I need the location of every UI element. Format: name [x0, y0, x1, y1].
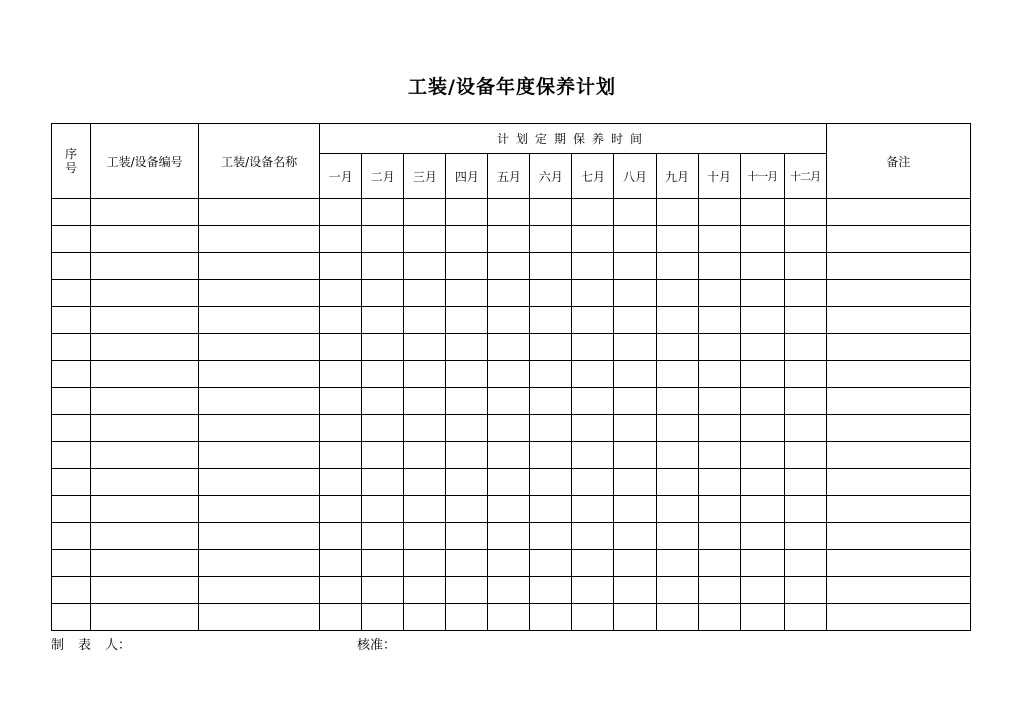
- header-month-5: 五月: [488, 154, 530, 199]
- header-month-6: 六月: [530, 154, 572, 199]
- table-cell[interactable]: [698, 226, 740, 253]
- header-month-8: 八月: [614, 154, 656, 199]
- table-cell[interactable]: [52, 226, 91, 253]
- table-cell[interactable]: [614, 280, 656, 307]
- table-cell[interactable]: [656, 199, 698, 226]
- table-cell[interactable]: [362, 550, 404, 577]
- table-cell[interactable]: [52, 469, 91, 496]
- table-cell[interactable]: [320, 469, 362, 496]
- table-cell[interactable]: [446, 334, 488, 361]
- table-row: [52, 496, 971, 523]
- table-cell[interactable]: [740, 199, 784, 226]
- header-remark: 备注: [826, 124, 970, 199]
- table-cell[interactable]: [404, 334, 446, 361]
- table-row: [52, 226, 971, 253]
- table-cell[interactable]: [404, 577, 446, 604]
- table-cell[interactable]: [199, 199, 320, 226]
- table-cell[interactable]: [740, 604, 784, 631]
- table-cell[interactable]: [740, 496, 784, 523]
- table-cell[interactable]: [656, 334, 698, 361]
- table-cell[interactable]: [199, 577, 320, 604]
- table-cell[interactable]: [614, 523, 656, 550]
- table-cell[interactable]: [404, 199, 446, 226]
- table-cell[interactable]: [784, 253, 826, 280]
- table-cell[interactable]: [784, 307, 826, 334]
- table-cell[interactable]: [826, 415, 970, 442]
- table-cell[interactable]: [826, 469, 970, 496]
- checker-label: 核准：: [357, 638, 397, 653]
- table-cell[interactable]: [826, 199, 970, 226]
- table-cell[interactable]: [404, 226, 446, 253]
- table-cell[interactable]: [740, 253, 784, 280]
- table-row: [52, 199, 971, 226]
- table-cell[interactable]: [698, 577, 740, 604]
- table-cell[interactable]: [572, 226, 614, 253]
- header-equipment-code: 工装/设备编号: [91, 124, 199, 199]
- table-cell[interactable]: [320, 415, 362, 442]
- table-cell[interactable]: [488, 334, 530, 361]
- table-cell[interactable]: [199, 604, 320, 631]
- table-cell[interactable]: [362, 442, 404, 469]
- table-cell[interactable]: [91, 415, 199, 442]
- table-cell[interactable]: [488, 469, 530, 496]
- table-cell[interactable]: [784, 361, 826, 388]
- table-cell[interactable]: [614, 199, 656, 226]
- table-cell[interactable]: [656, 442, 698, 469]
- table-cell[interactable]: [488, 280, 530, 307]
- table-cell[interactable]: [404, 307, 446, 334]
- table-cell[interactable]: [199, 280, 320, 307]
- table-cell[interactable]: [826, 604, 970, 631]
- table-cell[interactable]: [614, 361, 656, 388]
- table-cell[interactable]: [698, 550, 740, 577]
- table-cell[interactable]: [362, 226, 404, 253]
- table-cell[interactable]: [91, 604, 199, 631]
- table-cell[interactable]: [320, 388, 362, 415]
- table-cell[interactable]: [404, 388, 446, 415]
- table-cell[interactable]: [698, 199, 740, 226]
- maker-char-3: 人：: [105, 638, 132, 653]
- table-cell[interactable]: [784, 334, 826, 361]
- table-cell[interactable]: [572, 604, 614, 631]
- table-cell[interactable]: [362, 496, 404, 523]
- table-cell[interactable]: [572, 550, 614, 577]
- table-cell[interactable]: [404, 496, 446, 523]
- table-cell[interactable]: [572, 469, 614, 496]
- table-cell[interactable]: [784, 496, 826, 523]
- table-cell[interactable]: [91, 388, 199, 415]
- header-month-2: 二月: [362, 154, 404, 199]
- table-cell[interactable]: [530, 199, 572, 226]
- table-cell[interactable]: [362, 604, 404, 631]
- table-cell[interactable]: [362, 523, 404, 550]
- table-cell[interactable]: [488, 415, 530, 442]
- table-row: [52, 361, 971, 388]
- table-cell[interactable]: [446, 361, 488, 388]
- table-cell[interactable]: [446, 577, 488, 604]
- table-cell[interactable]: [488, 577, 530, 604]
- header-month-12: 十二月: [784, 154, 826, 199]
- table-cell[interactable]: [199, 226, 320, 253]
- header-month-1: 一月: [320, 154, 362, 199]
- table-cell[interactable]: [446, 415, 488, 442]
- table-cell[interactable]: [698, 388, 740, 415]
- table-cell[interactable]: [530, 226, 572, 253]
- table-cell[interactable]: [656, 604, 698, 631]
- table-cell[interactable]: [446, 388, 488, 415]
- table-cell[interactable]: [826, 388, 970, 415]
- table-cell[interactable]: [320, 226, 362, 253]
- table-cell[interactable]: [784, 388, 826, 415]
- table-cell[interactable]: [572, 253, 614, 280]
- table-cell[interactable]: [446, 226, 488, 253]
- table-cell[interactable]: [52, 604, 91, 631]
- table-cell[interactable]: [656, 280, 698, 307]
- table-cell[interactable]: [404, 604, 446, 631]
- table-cell[interactable]: [320, 577, 362, 604]
- table-cell[interactable]: [320, 604, 362, 631]
- table-cell[interactable]: [446, 604, 488, 631]
- table-cell[interactable]: [740, 280, 784, 307]
- table-cell[interactable]: [530, 361, 572, 388]
- table-cell[interactable]: [614, 253, 656, 280]
- table-cell[interactable]: [362, 334, 404, 361]
- table-cell[interactable]: [488, 550, 530, 577]
- table-cell[interactable]: [362, 253, 404, 280]
- table-cell[interactable]: [362, 415, 404, 442]
- table-cell[interactable]: [530, 523, 572, 550]
- table-cell[interactable]: [199, 415, 320, 442]
- table-cell[interactable]: [614, 226, 656, 253]
- table-cell[interactable]: [52, 361, 91, 388]
- table-row: [52, 469, 971, 496]
- table-cell[interactable]: [488, 199, 530, 226]
- table-cell[interactable]: [91, 496, 199, 523]
- table-row: [52, 442, 971, 469]
- table-cell[interactable]: [740, 226, 784, 253]
- table-cell[interactable]: [320, 334, 362, 361]
- table-cell[interactable]: [199, 550, 320, 577]
- table-cell[interactable]: [784, 280, 826, 307]
- table-cell[interactable]: [826, 307, 970, 334]
- table-cell[interactable]: [698, 307, 740, 334]
- table-cell[interactable]: [91, 469, 199, 496]
- table-cell[interactable]: [362, 361, 404, 388]
- table-cell[interactable]: [740, 550, 784, 577]
- table-cell[interactable]: [320, 361, 362, 388]
- table-cell[interactable]: [52, 253, 91, 280]
- table-cell[interactable]: [91, 307, 199, 334]
- table-cell[interactable]: [404, 469, 446, 496]
- table-cell[interactable]: [614, 334, 656, 361]
- table-cell[interactable]: [572, 361, 614, 388]
- table-cell[interactable]: [698, 469, 740, 496]
- table-cell[interactable]: [488, 604, 530, 631]
- table-cell[interactable]: [614, 469, 656, 496]
- table-row: [52, 334, 971, 361]
- table-cell[interactable]: [199, 523, 320, 550]
- table-cell[interactable]: [530, 280, 572, 307]
- table-cell[interactable]: [362, 577, 404, 604]
- header-plan-time: 计划定期保养时间: [320, 124, 826, 154]
- table-cell[interactable]: [572, 280, 614, 307]
- table-cell[interactable]: [530, 334, 572, 361]
- table-cell[interactable]: [614, 388, 656, 415]
- table-cell[interactable]: [530, 469, 572, 496]
- table-cell[interactable]: [320, 280, 362, 307]
- table-cell[interactable]: [488, 361, 530, 388]
- table-cell[interactable]: [826, 334, 970, 361]
- table-cell[interactable]: [530, 496, 572, 523]
- table-cell[interactable]: [446, 550, 488, 577]
- table-cell[interactable]: [91, 550, 199, 577]
- table-cell[interactable]: [199, 253, 320, 280]
- table-cell[interactable]: [698, 523, 740, 550]
- table-cell[interactable]: [488, 253, 530, 280]
- table-cell[interactable]: [91, 442, 199, 469]
- table-cell[interactable]: [572, 334, 614, 361]
- table-cell[interactable]: [826, 496, 970, 523]
- table-cell[interactable]: [91, 361, 199, 388]
- table-cell[interactable]: [614, 442, 656, 469]
- table-cell[interactable]: [572, 388, 614, 415]
- table-cell[interactable]: [784, 469, 826, 496]
- table-cell[interactable]: [740, 523, 784, 550]
- table-cell[interactable]: [320, 199, 362, 226]
- table-cell[interactable]: [656, 577, 698, 604]
- table-cell[interactable]: [362, 199, 404, 226]
- header-month-10: 十月: [698, 154, 740, 199]
- table-cell[interactable]: [362, 280, 404, 307]
- table-cell[interactable]: [488, 307, 530, 334]
- table-cell[interactable]: [656, 550, 698, 577]
- table-cell[interactable]: [698, 361, 740, 388]
- table-cell[interactable]: [572, 523, 614, 550]
- table-cell[interactable]: [91, 199, 199, 226]
- table-cell[interactable]: [488, 388, 530, 415]
- table-cell[interactable]: [698, 253, 740, 280]
- table-cell[interactable]: [784, 415, 826, 442]
- header-month-4: 四月: [446, 154, 488, 199]
- table-cell[interactable]: [698, 496, 740, 523]
- table-cell[interactable]: [199, 334, 320, 361]
- table-cell[interactable]: [91, 280, 199, 307]
- table-cell[interactable]: [488, 442, 530, 469]
- table-cell[interactable]: [362, 469, 404, 496]
- maker-char-2: 表: [78, 638, 92, 653]
- table-cell[interactable]: [199, 442, 320, 469]
- table-cell[interactable]: [446, 307, 488, 334]
- table-cell[interactable]: [530, 415, 572, 442]
- table-cell[interactable]: [404, 550, 446, 577]
- table-cell[interactable]: [446, 280, 488, 307]
- table-cell[interactable]: [199, 307, 320, 334]
- table-cell[interactable]: [572, 415, 614, 442]
- table-cell[interactable]: [740, 361, 784, 388]
- table-cell[interactable]: [320, 496, 362, 523]
- table-cell[interactable]: [52, 442, 91, 469]
- maker-char-1: 制: [51, 638, 65, 653]
- table-cell[interactable]: [52, 496, 91, 523]
- table-cell[interactable]: [572, 199, 614, 226]
- table-cell[interactable]: [404, 253, 446, 280]
- table-cell[interactable]: [530, 307, 572, 334]
- table-row: [52, 523, 971, 550]
- table-cell[interactable]: [784, 550, 826, 577]
- header-month-3: 三月: [404, 154, 446, 199]
- table-cell[interactable]: [52, 280, 91, 307]
- table-cell[interactable]: [826, 253, 970, 280]
- table-cell[interactable]: [199, 361, 320, 388]
- table-cell[interactable]: [572, 442, 614, 469]
- table-cell[interactable]: [91, 523, 199, 550]
- header-seq-label: 序号: [65, 147, 78, 175]
- table-cell[interactable]: [52, 199, 91, 226]
- table-cell[interactable]: [91, 226, 199, 253]
- table-cell[interactable]: [320, 442, 362, 469]
- table-cell[interactable]: [404, 523, 446, 550]
- table-cell[interactable]: [530, 550, 572, 577]
- table-cell[interactable]: [52, 523, 91, 550]
- table-cell[interactable]: [784, 604, 826, 631]
- table-row: [52, 280, 971, 307]
- table-cell[interactable]: [656, 253, 698, 280]
- table-cell[interactable]: [320, 253, 362, 280]
- table-cell[interactable]: [826, 523, 970, 550]
- table-cell[interactable]: [404, 415, 446, 442]
- table-cell[interactable]: [698, 604, 740, 631]
- table-cell[interactable]: [320, 307, 362, 334]
- table-cell[interactable]: [362, 307, 404, 334]
- table-cell[interactable]: [320, 550, 362, 577]
- table-cell[interactable]: [698, 334, 740, 361]
- table-cell[interactable]: [614, 496, 656, 523]
- table-cell[interactable]: [362, 388, 404, 415]
- table-cell[interactable]: [656, 415, 698, 442]
- table-cell[interactable]: [52, 550, 91, 577]
- table-cell[interactable]: [826, 442, 970, 469]
- document-title: 工装/设备年度保养计划: [408, 76, 616, 98]
- header-seq: [52, 124, 91, 199]
- table-cell[interactable]: [614, 307, 656, 334]
- table-cell[interactable]: [826, 226, 970, 253]
- table-cell[interactable]: [826, 550, 970, 577]
- table-row: [52, 388, 971, 415]
- table-cell[interactable]: [91, 253, 199, 280]
- table-cell[interactable]: [320, 523, 362, 550]
- table-cell[interactable]: [656, 496, 698, 523]
- table-cell[interactable]: [740, 415, 784, 442]
- table-cell[interactable]: [572, 496, 614, 523]
- table-cell[interactable]: [614, 415, 656, 442]
- table-cell[interactable]: [656, 361, 698, 388]
- table-cell[interactable]: [404, 361, 446, 388]
- table-cell[interactable]: [614, 577, 656, 604]
- table-cell[interactable]: [52, 307, 91, 334]
- table-cell[interactable]: [614, 550, 656, 577]
- table-cell[interactable]: [446, 523, 488, 550]
- table-cell[interactable]: [52, 388, 91, 415]
- table-cell[interactable]: [740, 442, 784, 469]
- table-cell[interactable]: [784, 226, 826, 253]
- table-cell[interactable]: [656, 469, 698, 496]
- table-cell[interactable]: [698, 442, 740, 469]
- table-cell[interactable]: [446, 199, 488, 226]
- table-cell[interactable]: [530, 388, 572, 415]
- table-row: [52, 307, 971, 334]
- table-cell[interactable]: [826, 361, 970, 388]
- table-cell[interactable]: [199, 469, 320, 496]
- table-row: [52, 550, 971, 577]
- table-cell[interactable]: [52, 415, 91, 442]
- table-cell[interactable]: [446, 496, 488, 523]
- table-cell[interactable]: [530, 442, 572, 469]
- table-row: [52, 604, 971, 631]
- table-cell[interactable]: [488, 226, 530, 253]
- header-equipment-name: 工装/设备名称: [199, 124, 320, 199]
- table-row: [52, 577, 971, 604]
- table-cell[interactable]: [530, 577, 572, 604]
- table-cell[interactable]: [52, 577, 91, 604]
- table-cell[interactable]: [488, 496, 530, 523]
- table-cell[interactable]: [784, 199, 826, 226]
- header-month-11: 十一月: [740, 154, 784, 199]
- table-cell[interactable]: [446, 253, 488, 280]
- table-cell[interactable]: [530, 253, 572, 280]
- table-cell[interactable]: [740, 388, 784, 415]
- table-cell[interactable]: [656, 307, 698, 334]
- table-cell[interactable]: [446, 442, 488, 469]
- table-body: [52, 199, 971, 631]
- header-month-7: 七月: [572, 154, 614, 199]
- table-cell[interactable]: [740, 307, 784, 334]
- table-cell[interactable]: [826, 577, 970, 604]
- table-cell[interactable]: [404, 442, 446, 469]
- maintenance-plan-table: [51, 123, 971, 631]
- table-cell[interactable]: [698, 280, 740, 307]
- table-cell[interactable]: [740, 469, 784, 496]
- table-row: [52, 415, 971, 442]
- table-cell[interactable]: [698, 415, 740, 442]
- table-cell[interactable]: [52, 334, 91, 361]
- table-cell[interactable]: [784, 442, 826, 469]
- table-cell[interactable]: [199, 388, 320, 415]
- table-cell[interactable]: [404, 280, 446, 307]
- table-cell[interactable]: [488, 523, 530, 550]
- table-cell[interactable]: [784, 577, 826, 604]
- table-cell[interactable]: [614, 604, 656, 631]
- table-cell[interactable]: [826, 280, 970, 307]
- table-cell[interactable]: [784, 523, 826, 550]
- table-cell[interactable]: [199, 496, 320, 523]
- maker-label: [51, 634, 145, 653]
- table-row: [52, 253, 971, 280]
- table-cell[interactable]: [740, 577, 784, 604]
- header-month-9: 九月: [656, 154, 698, 199]
- table-cell[interactable]: [572, 577, 614, 604]
- table-cell[interactable]: [91, 577, 199, 604]
- table-cell[interactable]: [446, 469, 488, 496]
- table-cell[interactable]: [91, 334, 199, 361]
- table-cell[interactable]: [530, 604, 572, 631]
- table-cell[interactable]: [656, 226, 698, 253]
- table-cell[interactable]: [572, 307, 614, 334]
- table-cell[interactable]: [656, 523, 698, 550]
- table-cell[interactable]: [656, 388, 698, 415]
- table-cell[interactable]: [740, 334, 784, 361]
